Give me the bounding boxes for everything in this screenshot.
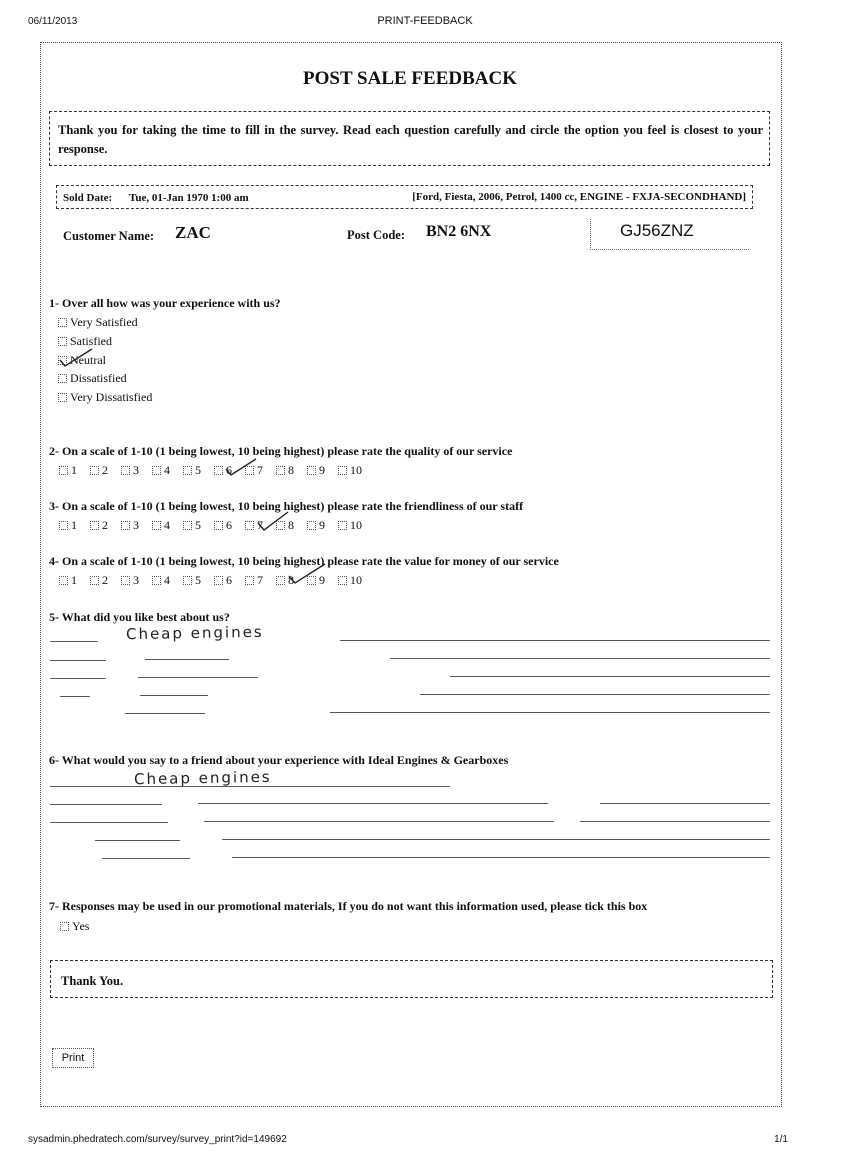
answer-line	[60, 696, 90, 697]
checkbox[interactable]	[183, 576, 192, 585]
checkbox[interactable]	[90, 521, 99, 530]
answer-line	[102, 858, 190, 859]
checkbox[interactable]	[214, 521, 223, 530]
q3-option[interactable]: 8	[276, 518, 307, 533]
checkbox[interactable]	[60, 922, 69, 931]
checkbox[interactable]	[59, 576, 68, 585]
intro-text: Thank you for taking the time to fill in the survey. Read each question carefully and circle the option you feel is closest to your response.	[58, 123, 763, 156]
q3-option[interactable]: 10	[338, 518, 378, 533]
answer-line	[50, 641, 98, 642]
answer-line	[340, 640, 770, 641]
checkbox[interactable]	[59, 466, 68, 475]
checkbox[interactable]	[338, 521, 347, 530]
checkbox[interactable]	[152, 466, 161, 475]
question-1: 1- Over all how was your experience with us?	[49, 296, 281, 310]
answer-line	[580, 821, 770, 822]
q3-option[interactable]: 3	[121, 518, 152, 533]
answer-line	[420, 694, 770, 695]
checkbox[interactable]	[276, 576, 285, 585]
checkbox[interactable]	[307, 466, 316, 475]
q3-scale	[59, 518, 378, 533]
answer-line	[232, 857, 770, 858]
q2-option[interactable]: 4	[152, 463, 183, 478]
q1-option-satisfied[interactable]	[58, 334, 112, 349]
print-page-number: 1/1	[774, 1134, 788, 1145]
post-code-label: Post Code:	[347, 228, 405, 242]
q2-scale	[59, 463, 378, 478]
q4-option[interactable]: 6	[214, 573, 245, 588]
checkbox[interactable]	[214, 576, 223, 585]
option-label: Yes	[72, 919, 90, 933]
question-6: 6- What would you say to a friend about your experience with Ideal Engines & Gearboxes	[49, 753, 509, 767]
answer-line	[204, 821, 554, 822]
sold-date-value: Tue, 01-Jan 1970 1:00 am	[129, 192, 249, 204]
q2-option[interactable]: 7	[245, 463, 276, 478]
q1-option-neutral[interactable]	[58, 353, 106, 368]
checkbox[interactable]	[152, 521, 161, 530]
q4-option[interactable]: 1	[59, 573, 90, 588]
answer-line	[95, 840, 180, 841]
checkbox[interactable]	[214, 466, 223, 475]
q4-option[interactable]: 7	[245, 573, 276, 588]
registration-value: GJ56ZNZ	[620, 221, 694, 240]
answer-line	[145, 659, 229, 660]
q5-handwritten-answer: Cheap engines	[125, 622, 264, 644]
print-date: 06/11/2013	[28, 16, 78, 27]
answer-line	[50, 804, 162, 805]
thank-you-box	[50, 960, 773, 998]
option-label: Very Satisfied	[70, 315, 138, 329]
answer-line	[138, 677, 258, 678]
answer-line	[330, 712, 770, 713]
q2-option[interactable]: 9	[307, 463, 338, 478]
checkbox[interactable]	[58, 374, 67, 383]
print-header-title: PRINT-FEEDBACK	[377, 15, 473, 27]
q4-option[interactable]: 10	[338, 573, 378, 588]
q1-option-very-dissatisfied[interactable]	[58, 390, 152, 405]
q4-option[interactable]: 2	[90, 573, 121, 588]
post-code-value: BN2 6NX	[426, 223, 492, 240]
answer-line	[390, 658, 770, 659]
option-label: Very Dissatisfied	[70, 390, 153, 404]
q2-option[interactable]: 3	[121, 463, 152, 478]
q3-option[interactable]: 5	[183, 518, 214, 533]
q4-scale	[59, 573, 378, 588]
sale-details-box	[56, 185, 753, 209]
checkbox[interactable]	[59, 521, 68, 530]
checkbox[interactable]	[245, 576, 254, 585]
question-2: 2- On a scale of 1-10 (1 being lowest, 10 being highest) please rate the quality of our service	[49, 444, 513, 458]
checkbox[interactable]	[276, 521, 285, 530]
q2-option[interactable]: 10	[338, 463, 378, 478]
answer-line	[50, 660, 106, 661]
q3-option[interactable]: 9	[307, 518, 338, 533]
print-button[interactable]: Print	[52, 1048, 94, 1068]
q4-option[interactable]: 4	[152, 573, 183, 588]
q3-option[interactable]: 7	[245, 518, 276, 533]
q3-option[interactable]: 1	[59, 518, 90, 533]
checkbox[interactable]	[58, 337, 67, 346]
q3-option[interactable]: 2	[90, 518, 121, 533]
q3-option[interactable]: 4	[152, 518, 183, 533]
thank-you-text: Thank You.	[61, 974, 124, 988]
q1-option-dissatisfied[interactable]	[58, 371, 127, 386]
checkbox[interactable]	[58, 318, 67, 327]
question-4: 4- On a scale of 1-10 (1 being lowest, 10 being highest) please rate the value for money of our service	[49, 554, 559, 568]
q2-option[interactable]: 5	[183, 463, 214, 478]
option-label: Neutral	[70, 353, 106, 367]
q4-option[interactable]: 8	[276, 573, 307, 588]
answer-line	[450, 676, 770, 677]
q2-option[interactable]: 8	[276, 463, 307, 478]
q6-handwritten-answer: Cheap engines	[133, 767, 272, 789]
answer-line	[50, 822, 168, 823]
answer-line	[140, 695, 208, 696]
checkbox[interactable]	[90, 576, 99, 585]
option-label: Satisfied	[70, 334, 112, 348]
question-5: 5- What did you like best about us?	[49, 610, 230, 624]
checkbox[interactable]	[307, 576, 316, 585]
q4-option[interactable]: 3	[121, 573, 152, 588]
q2-option[interactable]: 1	[59, 463, 90, 478]
vehicle-info: [Ford, Fiesta, 2006, Petrol, 1400 cc, ENGINE - FXJA-SECONDHAND]	[412, 191, 746, 203]
q4-option[interactable]: 9	[307, 573, 338, 588]
checkbox[interactable]	[121, 521, 130, 530]
answer-line	[125, 713, 205, 714]
checkbox[interactable]	[90, 466, 99, 475]
q7-option-yes[interactable]	[60, 919, 89, 934]
checkbox[interactable]	[58, 393, 67, 402]
checkbox[interactable]	[121, 466, 130, 475]
customer-name-label: Customer Name:	[63, 229, 155, 243]
answer-line	[600, 803, 770, 804]
q2-option[interactable]: 6	[214, 463, 245, 478]
customer-name-value: ZAC	[175, 223, 211, 242]
checkbox[interactable]	[152, 576, 161, 585]
q2-option[interactable]: 2	[90, 463, 121, 478]
q3-option[interactable]: 6	[214, 518, 245, 533]
answer-line	[50, 678, 106, 679]
checkbox[interactable]	[276, 466, 285, 475]
checkbox[interactable]	[338, 576, 347, 585]
print-footer-url: sysadmin.phedratech.com/survey/survey_print?id=149692	[28, 1134, 287, 1145]
checkbox[interactable]	[58, 356, 67, 365]
answer-line	[198, 803, 548, 804]
checkbox[interactable]	[307, 521, 316, 530]
checkbox[interactable]	[245, 466, 254, 475]
checkbox[interactable]	[183, 521, 192, 530]
answer-line	[50, 786, 450, 787]
sold-date-label: Sold Date:	[63, 192, 113, 204]
option-label: Dissatisfied	[70, 371, 127, 385]
q1-option-very-satisfied[interactable]	[58, 315, 138, 330]
checkbox[interactable]	[338, 466, 347, 475]
question-3: 3- On a scale of 1-10 (1 being lowest, 10 being highest) please rate the friendliness of our staff	[49, 499, 524, 513]
q4-option[interactable]: 5	[183, 573, 214, 588]
checkbox[interactable]	[245, 521, 254, 530]
form-title: POST SALE FEEDBACK	[303, 68, 517, 89]
checkbox[interactable]	[183, 466, 192, 475]
answer-line	[222, 839, 770, 840]
question-7: 7- Responses may be used in our promotional materials, If you do not want this information used, please tick this box	[49, 899, 648, 913]
checkbox[interactable]	[121, 576, 130, 585]
